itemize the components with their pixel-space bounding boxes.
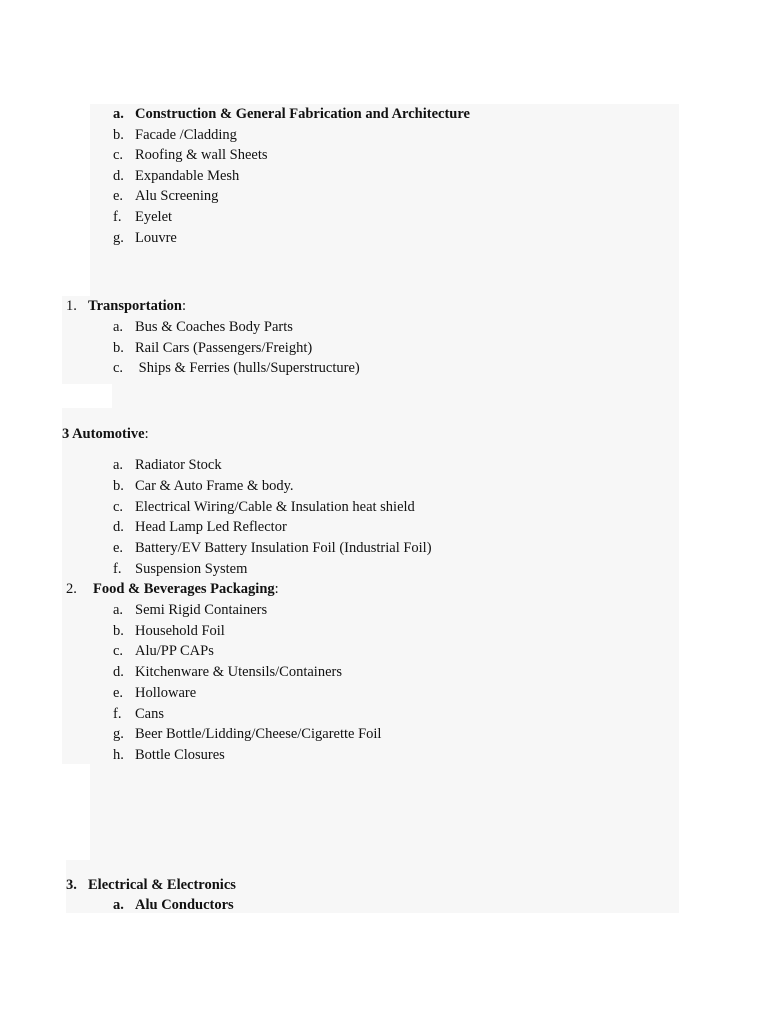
list-marker: g. — [113, 726, 124, 742]
list-marker: a. — [113, 457, 124, 473]
list-item-text: Ships & Ferries (hulls/Superstructure) — [135, 360, 360, 376]
list-item — [113, 456, 222, 474]
list-item — [113, 684, 196, 702]
list-item-text: Construction & General Fabrication and Architecture — [135, 106, 470, 122]
list-item — [113, 663, 342, 681]
list-item — [113, 187, 218, 205]
list-item-text: Holloware — [135, 685, 197, 701]
list-marker: a. — [113, 602, 124, 618]
list-item — [113, 642, 214, 660]
heading-title: Transportation — [88, 298, 182, 314]
list-marker: e. — [113, 188, 124, 204]
list-item — [113, 896, 234, 914]
list-item-text: Suspension System — [135, 561, 248, 577]
heading-suffix: : — [274, 581, 279, 597]
list-item — [113, 229, 177, 247]
list-item-text: Eyelet — [135, 209, 173, 225]
list-item — [113, 146, 268, 164]
list-item-text: Rail Cars (Passengers/Freight) — [135, 340, 313, 356]
list-marker: c. — [113, 360, 124, 376]
heading-marker: 2. — [66, 581, 77, 597]
shade-block-2 — [90, 246, 679, 296]
list-item — [113, 705, 164, 723]
list-marker: d. — [113, 168, 124, 184]
list-item — [113, 126, 237, 144]
section-heading-electrical — [66, 876, 236, 894]
list-item-text: Beer Bottle/Lidding/Cheese/Cigarette Foil — [135, 726, 382, 742]
list-item-text: Head Lamp Led Reflector — [135, 519, 287, 535]
list-marker: b. — [113, 623, 124, 639]
list-marker: h. — [113, 747, 124, 763]
list-item-text: Bottle Closures — [135, 747, 225, 763]
list-item — [113, 208, 172, 226]
list-item-text: Roofing & wall Sheets — [135, 147, 268, 163]
list-item-text: Semi Rigid Containers — [135, 602, 268, 618]
list-item-text: Kitchenware & Utensils/Containers — [135, 664, 342, 680]
list-item-text: Battery/EV Battery Insulation Foil (Industrial Foil) — [135, 540, 432, 556]
list-item — [113, 622, 225, 640]
list-marker: c. — [113, 499, 124, 515]
heading-title: 3 Automotive — [62, 426, 145, 442]
list-marker: a. — [113, 106, 124, 122]
list-marker: g. — [113, 230, 124, 246]
heading-title: Food & Beverages Packaging — [93, 581, 275, 597]
list-marker: c. — [113, 147, 124, 163]
list-item — [113, 518, 287, 536]
list-item — [113, 318, 293, 336]
list-item-text: Alu Conductors — [135, 897, 234, 913]
list-marker: d. — [113, 664, 124, 680]
heading-suffix: : — [182, 298, 187, 314]
list-marker: c. — [113, 643, 124, 659]
list-item-text: Bus & Coaches Body Parts — [135, 319, 293, 335]
list-item — [113, 339, 312, 357]
heading-suffix: : — [144, 426, 149, 442]
section-heading-automotive — [62, 425, 149, 443]
list-marker: a. — [113, 897, 124, 913]
list-item — [113, 725, 381, 743]
heading-title: Electrical & Electronics — [88, 877, 236, 893]
list-item-text: Household Foil — [135, 623, 225, 639]
list-marker: a. — [113, 319, 124, 335]
list-marker: b. — [113, 340, 124, 356]
list-item — [113, 746, 225, 764]
list-marker: d. — [113, 519, 124, 535]
list-item — [113, 167, 239, 185]
list-item — [113, 498, 415, 516]
list-item — [113, 560, 247, 578]
list-item — [113, 539, 432, 557]
list-item — [113, 601, 267, 619]
list-marker: f. — [113, 706, 122, 722]
list-item-text: Electrical Wiring/Cable & Insulation heat shield — [135, 499, 415, 515]
shade-block-4 — [112, 384, 679, 408]
list-item — [113, 477, 294, 495]
list-item-text: Facade /Cladding — [135, 127, 237, 143]
list-item-text: Louvre — [135, 230, 177, 246]
section-heading-food-packaging — [66, 580, 279, 598]
list-item-text: Expandable Mesh — [135, 168, 240, 184]
list-item — [113, 105, 470, 123]
list-item-text: Car & Auto Frame & body. — [135, 478, 294, 494]
list-item-text: Alu/PP CAPs — [135, 643, 214, 659]
list-item-text: Radiator Stock — [135, 457, 222, 473]
list-item-text: Cans — [135, 706, 164, 722]
list-marker: f. — [113, 209, 122, 225]
shade-block-6 — [90, 764, 679, 860]
list-marker: e. — [113, 685, 124, 701]
list-item-text: Alu Screening — [135, 188, 219, 204]
list-item — [113, 359, 360, 377]
list-marker: f. — [113, 561, 122, 577]
heading-marker: 3. — [66, 877, 77, 893]
heading-marker: 1. — [66, 298, 77, 314]
list-marker: b. — [113, 478, 124, 494]
section-heading-transportation — [66, 297, 186, 315]
list-marker: e. — [113, 540, 124, 556]
list-marker: b. — [113, 127, 124, 143]
